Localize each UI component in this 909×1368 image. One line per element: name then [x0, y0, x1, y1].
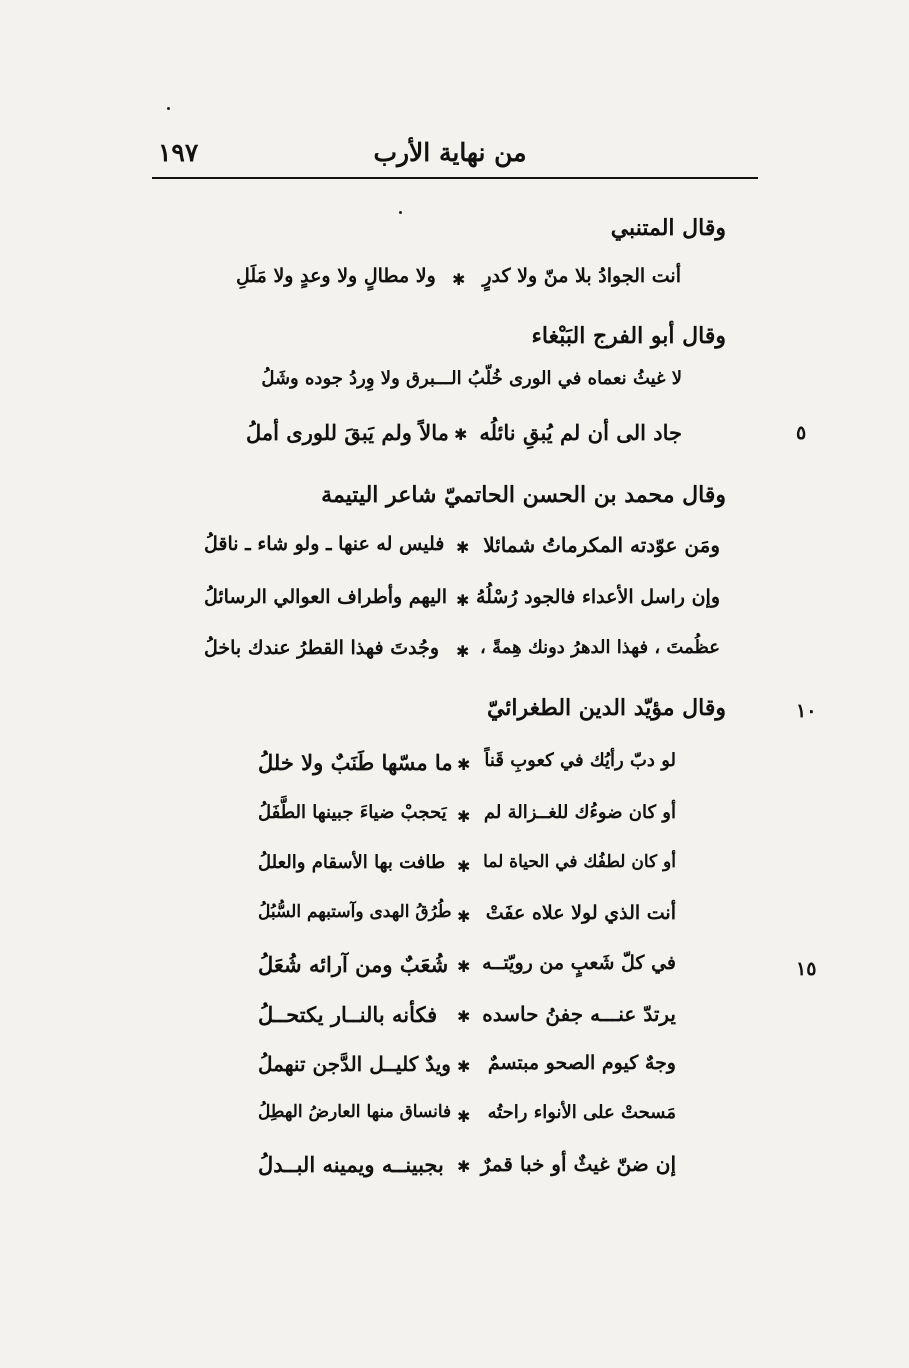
hemistich-second: فليس له عنها ـ ولو شاء ـ ناقلُ [204, 533, 445, 555]
verse-line [204, 637, 720, 671]
hemistich-second: مالاً ولم يَبقَ للورى أملُ [246, 420, 449, 445]
running-title: من نهاية الأرب [373, 138, 527, 167]
verse-separator: ✱ [452, 270, 466, 289]
hemistich-first: إن ضنّ غيثٌ أو خبا قمرٌ [480, 1152, 676, 1176]
hemistich-first: في كلّ شَعبٍ من رويّتــه [482, 952, 676, 974]
verse-line [258, 1002, 676, 1036]
poet-intro: وقال مؤيّد الدين الطغرائيّ [486, 695, 726, 721]
line-number: ١٠ [796, 700, 817, 722]
line-number: ١٥ [796, 958, 817, 980]
verse-line [258, 852, 676, 886]
poet-intro: وقال أبو الفرج البَبْغاء [531, 323, 726, 349]
hemistich-second: ويدٌ كليــل الدَّجن تنهملُ [258, 1052, 451, 1076]
verse-separator: ✱ [454, 425, 468, 444]
verse-line [258, 952, 676, 986]
hemistich-second: طافت بها الأسقام والعللُ [258, 852, 446, 873]
hemistich-first: جاد الى أن لم يُبقِ نائلُه [479, 420, 682, 445]
hemistich-first: أو كان لطفُك في الحياة لما [483, 852, 676, 872]
verse-separator: ✱ [456, 591, 470, 610]
verse-line [204, 586, 720, 620]
verse-separator: ✱ [457, 1007, 471, 1026]
verse-line [258, 902, 676, 936]
hemistich-first: أنت الذي لولا علاه عفَتْ [485, 902, 676, 924]
verse-separator: ✱ [456, 538, 470, 557]
verse-separator: ✱ [457, 957, 471, 976]
hemistich-first: ومَن عوّدته المكرماتُ شمائلا [483, 533, 720, 557]
hemistich-second: فكأنه بالنــار يكتحــلُ [258, 1002, 438, 1027]
verse-separator: ✱ [457, 755, 471, 774]
verse-line [258, 802, 676, 836]
hemistich-second: وجُدتَ فهذا القطرُ عندك باخلُ [204, 637, 439, 659]
hemistich-second: بجبينــه ويمينه البــدلُ [258, 1152, 444, 1177]
verse-full: لا غيثُ نعماه في الورى خُلّبُ الـــبرق ولا وِردُ جوده وشَلُ [261, 368, 682, 389]
hemistich-second: طُرُقُ الهدى وآستبهم السُّبُلُ [258, 902, 452, 922]
hemistich-second: شُعَبٌ ومن آرائه شُعَلُ [258, 952, 449, 977]
page-number: ١٩٧ [158, 138, 199, 167]
verse-line [258, 1102, 676, 1136]
verse-line [258, 1052, 676, 1086]
verse-separator: ✱ [457, 1107, 471, 1126]
hemistich-first: وإن راسل الأعداء فالجود رُسْلُهُ [475, 586, 720, 608]
line-number: ٥ [796, 422, 807, 444]
verse-line [246, 420, 682, 454]
hemistich-first: يرتدّ عنـــه جفنُ حاسده [482, 1002, 676, 1026]
hemistich-second: ما مسّها طَنَبٌ ولا خللُ [258, 750, 453, 775]
poet-intro: وقال المتنبي [610, 215, 726, 241]
verse-separator: ✱ [457, 1157, 471, 1176]
verse-line [258, 1152, 676, 1186]
verse-line [258, 750, 676, 784]
hemistich-first: أو كان ضوءُك للغــزالة لم [483, 802, 676, 823]
verse-separator: ✱ [457, 857, 471, 876]
verse-line [204, 533, 720, 567]
verse-separator: ✱ [457, 807, 471, 826]
verse-line [246, 368, 682, 402]
hemistich-second: اليهم وأطراف العوالي الرسائلُ [204, 586, 447, 608]
hemistich-first: مَسحتْ على الأنواء راحتُه [487, 1102, 676, 1123]
verse-separator: ✱ [456, 642, 470, 661]
hemistich-first: وجهٌ كيوم الصحو مبتسمٌ [487, 1052, 676, 1074]
hemistich-first: لو دبّ رأيُك في كعوبِ قَناً [484, 750, 676, 771]
hemistich-first: عظُمتَ ، فهذا الدهرُ دونك هِمةً ، [480, 637, 720, 658]
verse-line [236, 265, 681, 299]
verse-separator: ✱ [457, 1057, 471, 1076]
scan-speck [399, 211, 402, 214]
hemistich-second: يَحجبْ ضياءَ جبينها الطَّفَلُ [258, 802, 447, 823]
scan-speck [167, 107, 170, 110]
poet-intro: وقال محمد بن الحسن الحاتميّ شاعر اليتيمة [321, 482, 726, 508]
verse-separator: ✱ [457, 907, 471, 926]
hemistich-second: فانساق منها العارضُ الهطِلُ [258, 1102, 452, 1122]
hemistich-second: ولا مطالٍ ولا وعدٍ ولا مَلَلِ [236, 265, 436, 287]
header-rule [152, 177, 758, 179]
hemistich-first: أنت الجوادُ بلا منّ ولا كدرٍ [482, 265, 681, 287]
